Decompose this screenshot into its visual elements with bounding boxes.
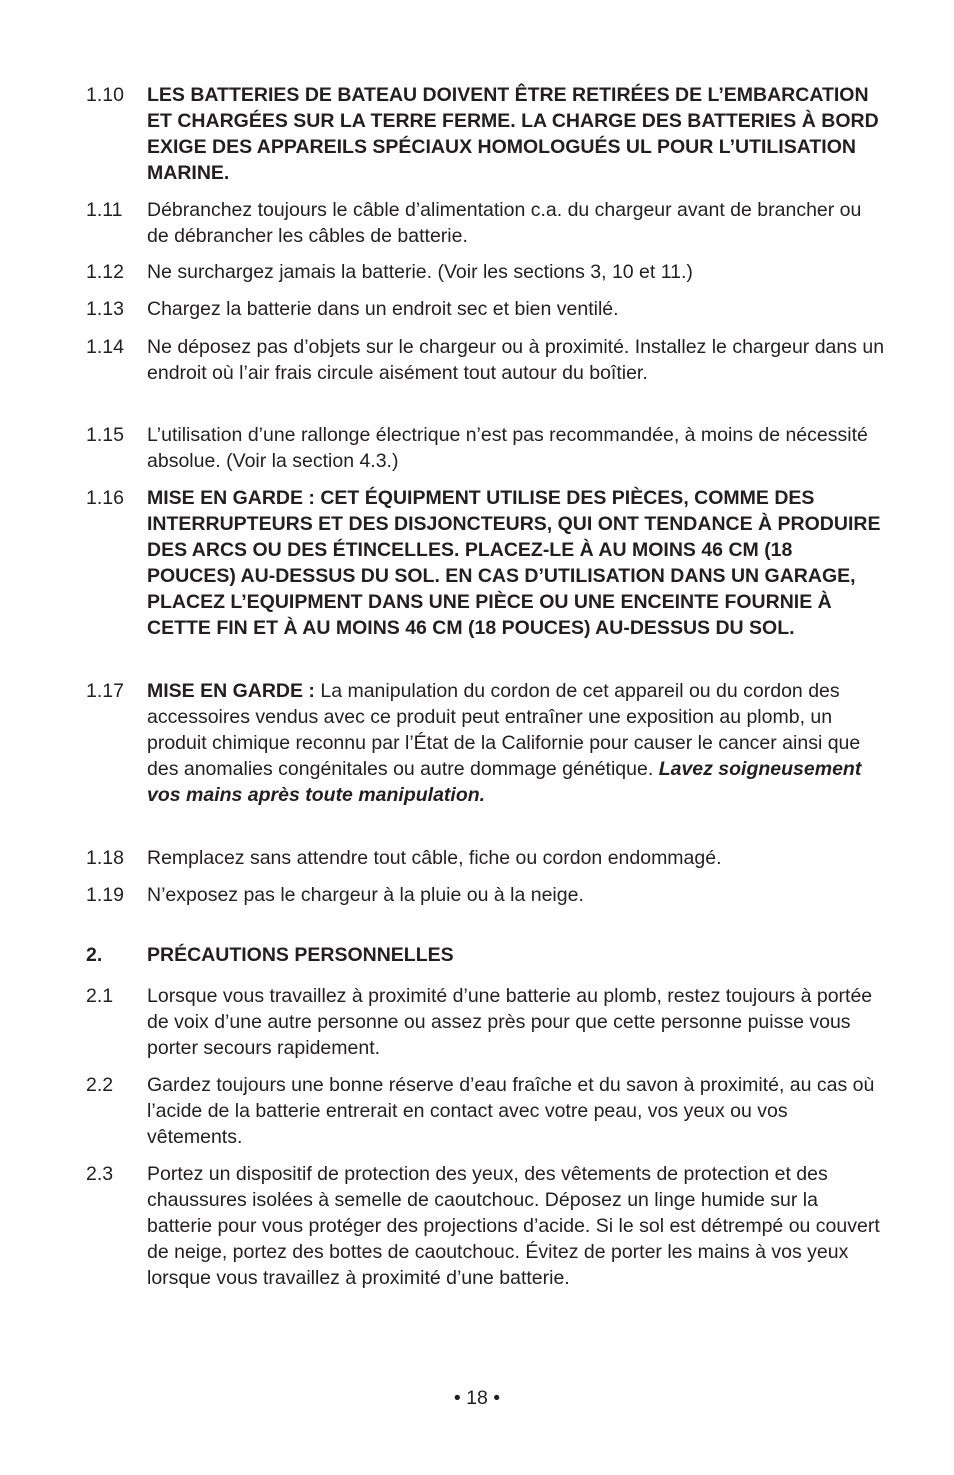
item-text: L’utilisation d’une rallonge électrique n’est pas recommandée, à moins de nécessité absolue. (Voir la section 4.3.)	[147, 424, 868, 472]
item-2-1	[86, 983, 886, 1061]
item-1-11	[86, 197, 886, 249]
warning-instruction: Lavez soigneusement vos mains après toute manipulation.	[147, 758, 862, 806]
item-number: 1.11	[86, 199, 123, 221]
section-heading	[86, 942, 886, 968]
section-number: 2.	[86, 944, 103, 966]
item-text: Ne déposez pas d’objets sur le chargeur ou à proximité. Installez le chargeur dans un endroit où l’air frais circule aisément tout autour du boîtier.	[147, 336, 885, 384]
item-1-16	[86, 485, 886, 641]
item-text: Gardez toujours une bonne réserve d’eau fraîche et du savon à proximité, au cas où l’acide de la batterie entrerait en contact avec votre peau, vos yeux ou vos vêtements.	[147, 1074, 875, 1148]
item-1-17	[86, 678, 886, 808]
item-1-18	[86, 845, 886, 871]
section-title: PRÉCAUTIONS PERSONNELLES	[147, 944, 454, 966]
item-text: N’exposez pas le chargeur à la pluie ou à la neige.	[147, 884, 584, 906]
item-1-19	[86, 882, 886, 908]
item-text: Ne surchargez jamais la batterie. (Voir les sections 3, 10 et 11.)	[147, 261, 693, 283]
item-number: 1.15	[86, 424, 124, 446]
item-number: 1.16	[86, 487, 124, 509]
item-number: 1.10	[86, 84, 124, 106]
item-text-bold: MISE EN GARDE : CET ÉQUIPMENT UTILISE DES PIÈCES, COMME DES INTERRUPTEURS ET DES DISJONCTEURS, QUI ONT TENDANCE À PRODUIRE DES ARCS OU DES ÉTINCELLES. PLACEZ-LE À AU MOINS 46 CM (18 POUCES) AU-DESSUS DU SOL. EN CAS D’UTILISATION DANS UN GARAGE, PLACEZ L’EQUIPMENT DANS UNE PIÈCE OU UNE ENCEINTE FOURNIE À CETTE FIN ET À AU MOINS 46 CM (18 POUCES) AU-DESSUS DU SOL.	[147, 487, 881, 639]
item-text-bold: LES BATTERIES DE BATEAU DOIVENT ÊTRE RETIRÉES DE L’EMBARCATION ET CHARGÉES SUR LA TERRE FERME. LA CHARGE DES BATTERIES À BORD EXIGE DES APPAREILS SPÉCIAUX HOMOLOGUÉS UL POUR L’UTILISATION MARINE.	[147, 84, 879, 184]
item-text: Débranchez toujours le câble d’alimentation c.a. du chargeur avant de brancher ou de débrancher les câbles de batterie.	[147, 199, 862, 247]
warning-text: La manipulation du cordon de cet appareil ou du cordon des accessoires vendus avec ce produit peut entraîner une exposition au plomb, un produit chimique reconnu par l’État de la Californie pour causer le cancer ainsi que des anomalies congénitales ou autre dommage génétique.	[147, 680, 861, 780]
item-1-10	[86, 82, 886, 186]
item-text: Remplacez sans attendre tout câble, fiche ou cordon endommagé.	[147, 847, 722, 869]
item-1-15	[86, 422, 886, 474]
item-text: Lorsque vous travaillez à proximité d’une batterie au plomb, restez toujours à portée de voix d’une autre personne ou assez près pour que cette personne puisse vous porter secours rapidement.	[147, 985, 873, 1059]
item-2-3	[86, 1161, 886, 1291]
item-number: 1.14	[86, 336, 124, 358]
item-number: 1.13	[86, 298, 124, 320]
item-number: 2.3	[86, 1163, 114, 1185]
item-text-mixed	[147, 678, 886, 808]
item-1-14	[86, 334, 886, 386]
warning-label: MISE EN GARDE :	[147, 680, 315, 702]
item-number: 1.12	[86, 261, 124, 283]
item-1-13	[86, 296, 886, 322]
item-number: 2.2	[86, 1074, 114, 1096]
item-text: Chargez la batterie dans un endroit sec et bien ventilé.	[147, 298, 619, 320]
page-number: • 18 •	[453, 1387, 501, 1409]
item-1-12	[86, 259, 886, 285]
item-2-2	[86, 1072, 886, 1150]
item-text: Portez un dispositif de protection des yeux, des vêtements de protection et des chaussures isolées à semelle de caoutchouc. Déposez un linge humide sur la batterie pour vous protéger des projections d’acide. Si le sol est détrempé ou couvert de neige, portez des bottes de caoutchouc. Évitez de porter les mains à vos yeux lorsque vous travaillez à proximité d’une batterie.	[147, 1163, 880, 1289]
item-number: 2.1	[86, 985, 114, 1007]
item-number: 1.18	[86, 847, 124, 869]
item-number: 1.17	[86, 680, 124, 702]
item-number: 1.19	[86, 884, 124, 906]
